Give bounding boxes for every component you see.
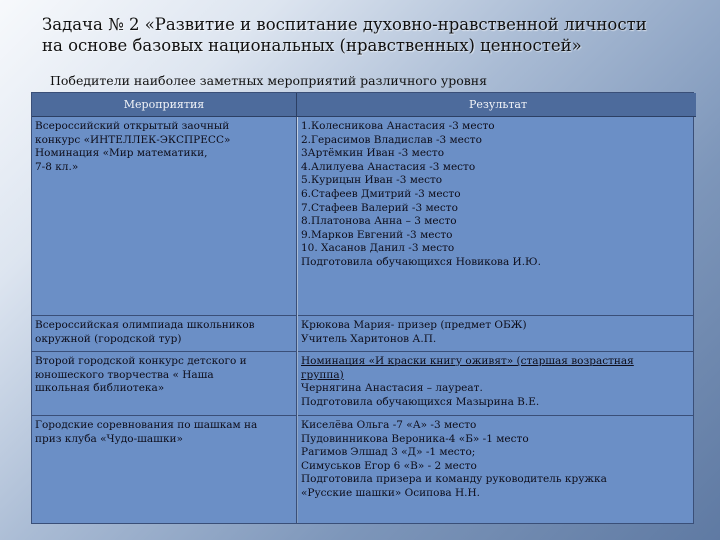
table-row-3-event: Второй городской конкурс детского и юношеского творчества « Наша школьная библиотека»: [32, 351, 297, 415]
header-results: Результат: [297, 93, 696, 117]
table-row-2-result: Крюкова Мария- призер (предмет ОБЖ) Учитель Харитонов А.П.: [298, 315, 693, 351]
table-row-1-event: Всероссийский открытый заочный конкурс «ИНТЕЛЛЕК-ЭКСПРЕСС» Номинация «Мир математики, 7-8 кл.»: [32, 117, 297, 315]
table-row-4-result: Киселёва Ольга -7 «А» -3 место Пудовинникова Вероника-4 «Б» -1 место Рагимов Элшад 3 «Д» -1 место; Симуськов Егор 6 «В» - 2 место Подготовила призера и команду руководитель кружка «Русские шашки» Осипова Н.Н.: [298, 415, 693, 523]
table-row-4-event: Городские соревнования по шашкам на приз клуба «Чудо-шашки»: [32, 415, 297, 523]
header-events: Мероприятия: [32, 93, 297, 117]
table-row-1-result: 1.Колесникова Анастасия -3 место 2.Герасимов Владислав -3 место 3Артёмкин Иван -3 место 4.Алилуева Анастасия -3 место 5.Курицын Иван -3 место 6.Стафеев Дмитрий -3 место 7.Стафеев Валерий -3 место 8.Платонова Анна – 3 место 9.Марков Евгений -3 место 10. Хасанов Данил -3 место Подготовила обучающихся Новикова И.Ю.: [298, 117, 693, 315]
table-row-3-result: Номинация «И краски книгу оживят» (старшая возрастная группа) Чернягина Анастасия – лауреат. Подготовила обучающихся Мазырина В.Е.: [298, 351, 693, 415]
winners-table: [31, 92, 694, 524]
slide-title-line-2: на основе базовых национальных (нравственных) ценностей»: [42, 36, 582, 55]
table-row-2-event: Всероссийская олимпиада школьников окружной (городской тур): [32, 315, 297, 351]
table-caption: Победители наиболее заметных мероприятий различного уровня: [50, 73, 488, 88]
slide-title-line-1: Задача № 2 «Развитие и воспитание духовно-нравственной личности: [42, 15, 647, 34]
slide-title: [42, 14, 692, 56]
